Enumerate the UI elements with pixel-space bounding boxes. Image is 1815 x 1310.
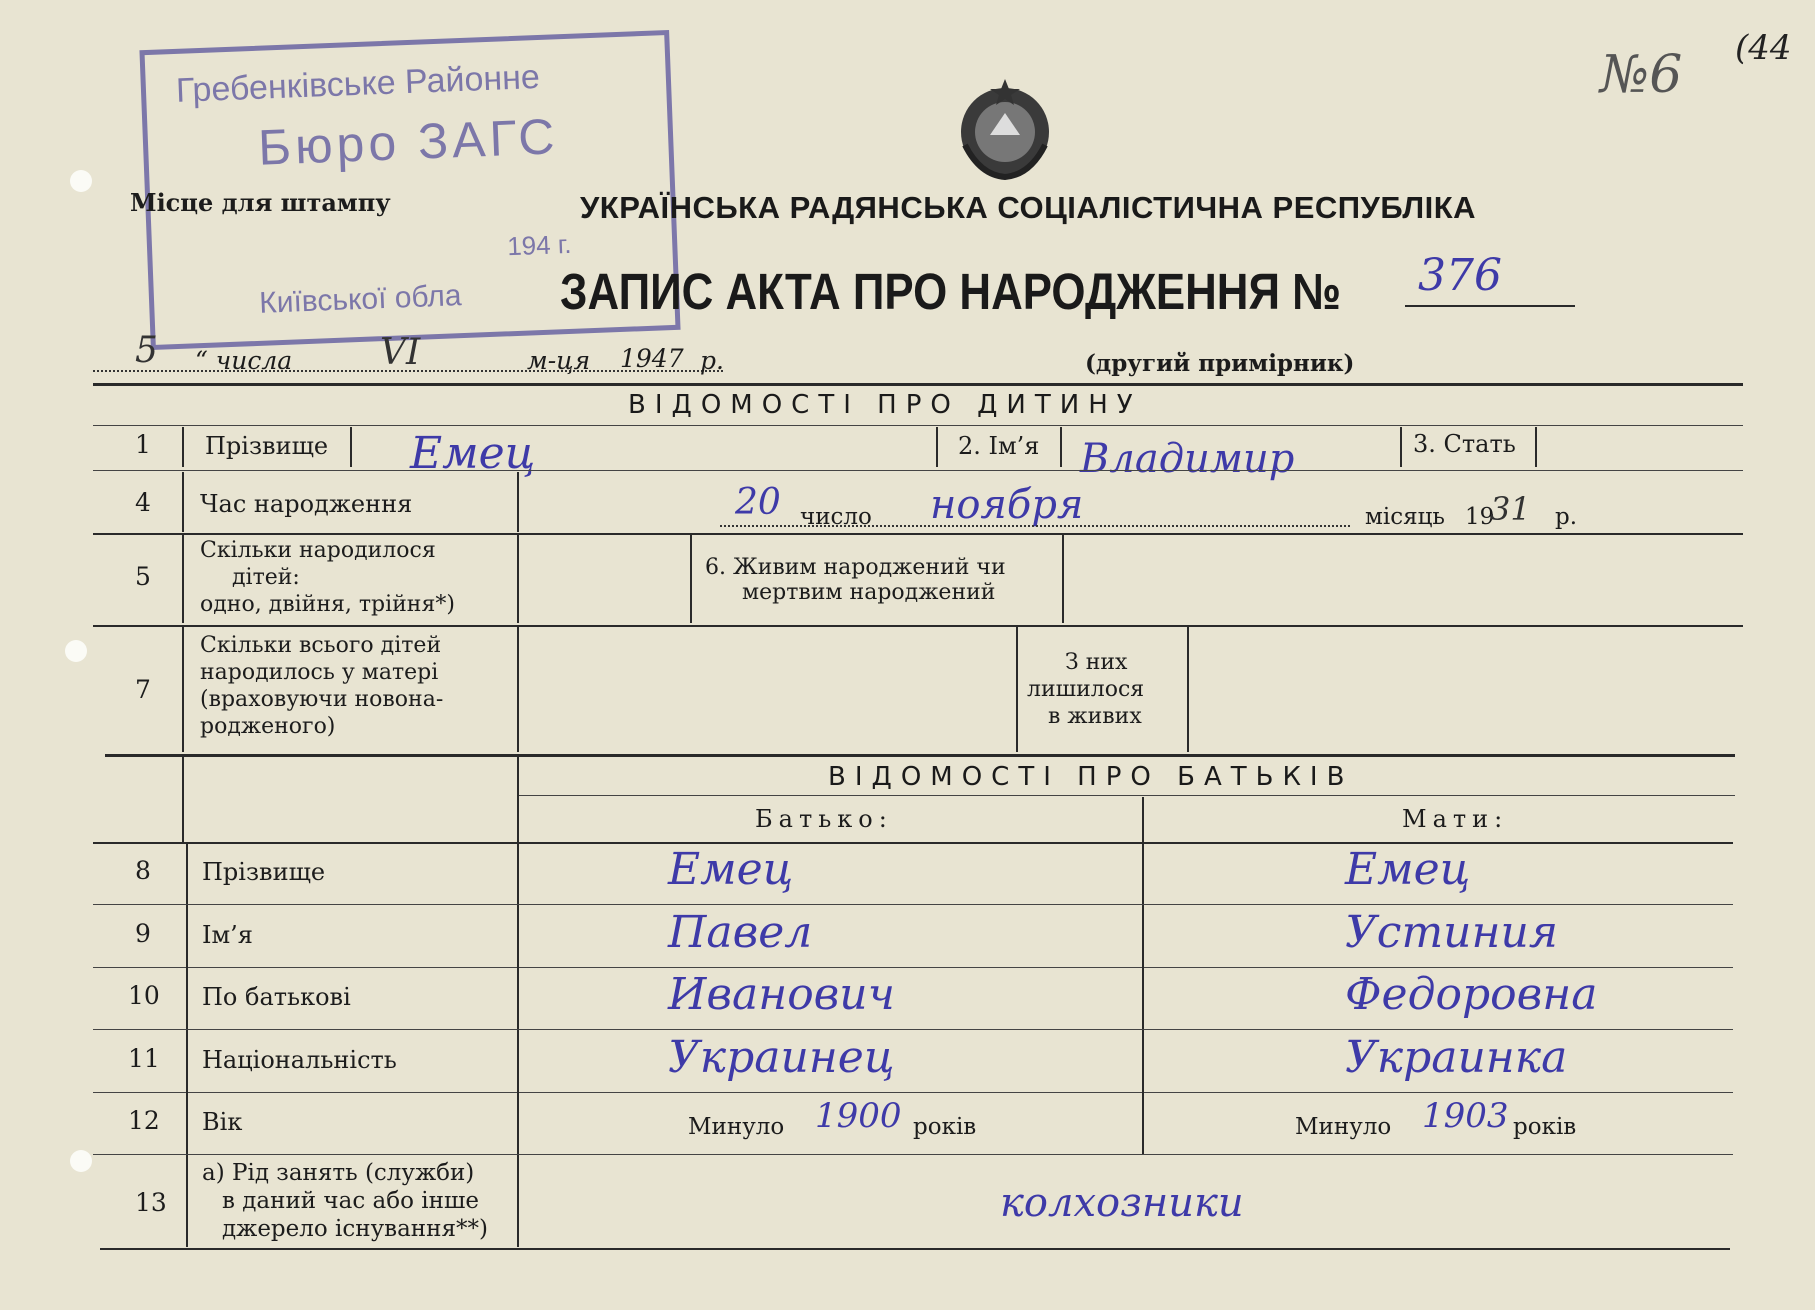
row-line: [93, 967, 1733, 968]
date-month: VI: [380, 332, 421, 373]
act-number-underline: [1405, 305, 1575, 307]
occupation-label-2: в даний час або інше: [222, 1188, 479, 1214]
republic-title: УКРАЇНСЬКА РАДЯНСЬКА СОЦІАЛІСТИЧНА РЕСПУБЛІКА: [580, 190, 1477, 225]
mother-header: Мати:: [1402, 805, 1509, 833]
cell-border: [186, 1092, 188, 1154]
birth-year-suffix: р.: [1555, 504, 1578, 530]
date-day: 5: [135, 330, 158, 371]
surviving-label-1: З них: [1065, 650, 1128, 675]
cell-border: [186, 905, 188, 967]
bottom-line: [100, 1248, 1730, 1250]
row-number: 13: [135, 1188, 167, 1217]
cell-border: [690, 535, 692, 623]
cell-border: [1535, 427, 1537, 467]
cell-border: [182, 472, 184, 532]
stamp-line-2: Бюро ЗАГС: [257, 108, 560, 176]
birth-day-label: число: [800, 504, 872, 530]
row-number: 4: [135, 488, 151, 517]
row-line: [93, 470, 1743, 471]
cell-border: [517, 535, 519, 623]
row-line: [93, 1092, 1733, 1093]
row-line: [517, 795, 1735, 796]
row-number: 11: [128, 1044, 160, 1073]
act-number: 376: [1418, 250, 1502, 301]
cell-border: [350, 427, 352, 467]
parent-field-label: Прізвище: [202, 858, 326, 886]
cell-border: [1187, 627, 1189, 752]
cell-border: [186, 1030, 188, 1092]
cell-border: [186, 1155, 188, 1247]
row-line: [93, 1154, 1733, 1155]
parent-field-label: По батькові: [202, 983, 351, 1011]
children-born-label-1: Скільки народилося: [200, 538, 436, 563]
children-born-label-3: одно, двійня, трійня*): [200, 592, 455, 617]
surviving-label-3: в живих: [1048, 704, 1142, 729]
archive-number: №6: [1600, 45, 1683, 105]
father-value: Емец: [668, 844, 794, 895]
father-age-value: 1900: [815, 1096, 902, 1136]
row-line: [93, 904, 1733, 905]
punch-hole: [70, 1150, 92, 1172]
cell-border: [1062, 535, 1064, 623]
birth-date-line: [720, 525, 1350, 527]
mother-age-prefix: Минуло: [1295, 1114, 1392, 1140]
father-age-prefix: Минуло: [688, 1114, 785, 1140]
birth-day-value: 20: [735, 482, 781, 523]
row-number: 5: [135, 562, 151, 591]
section-top-line: [93, 383, 1743, 386]
birth-year-prefix: 19: [1465, 504, 1495, 530]
father-value: Павел: [668, 907, 813, 958]
row-number: 8: [135, 856, 151, 885]
row-number: 1: [135, 430, 151, 459]
cell-border: [936, 427, 938, 467]
mother-value: Устиния: [1345, 907, 1558, 958]
punch-hole: [70, 170, 92, 192]
row-number: 9: [135, 919, 151, 948]
father-age-suffix: років: [913, 1114, 977, 1140]
occupation-label-1: а) Рід занять (служби): [202, 1160, 475, 1186]
stamp-line-4: Київської обла: [258, 279, 463, 320]
cell-border: [1142, 842, 1144, 904]
parent-field-label: Ім’я: [202, 921, 253, 949]
cell-border: [182, 627, 184, 752]
cell-border: [517, 1155, 519, 1247]
cell-border: [182, 427, 184, 467]
father-value: Украинец: [668, 1032, 895, 1083]
live-birth-label-2: мертвим народжений: [742, 580, 996, 605]
cell-border: [1142, 967, 1144, 1029]
row-line: [93, 625, 1743, 627]
date-year-suffix: р.: [700, 346, 724, 375]
mother-value: Украинка: [1345, 1032, 1568, 1083]
row-line: [105, 754, 1735, 757]
occupation-value: колхозники: [1000, 1180, 1244, 1226]
parent-field-label: Вік: [202, 1108, 243, 1136]
live-birth-label-1: 6. Живим народжений чи: [705, 555, 1006, 580]
cell-border: [1142, 905, 1144, 967]
punch-hole: [65, 640, 87, 662]
mother-age-value: 1903: [1422, 1096, 1509, 1136]
total-children-label-3: (враховуючи новона-: [200, 687, 444, 712]
child-name-label: 2. Ім’я: [958, 432, 1040, 460]
cell-border: [517, 756, 519, 842]
cell-border: [517, 472, 519, 532]
total-children-label-2: народилось у матері: [200, 660, 439, 685]
cell-border: [1142, 1092, 1144, 1154]
row-line: [93, 1029, 1733, 1030]
copy-note: (другий примірник): [1085, 350, 1355, 377]
total-children-label-4: родженого): [200, 714, 336, 739]
cell-border: [517, 1030, 519, 1092]
row-line: [93, 425, 1743, 426]
cell-border: [517, 1092, 519, 1154]
child-section-title: ВІДОМОСТІ ПРО ДИТИНУ: [628, 390, 1142, 420]
row-number: 10: [128, 981, 160, 1010]
cell-border: [517, 905, 519, 967]
cell-border: [1016, 627, 1018, 752]
parent-field-label: Національність: [202, 1046, 397, 1074]
mother-value: Емец: [1345, 844, 1471, 895]
mother-value: Федоровна: [1345, 969, 1598, 1020]
mother-age-suffix: років: [1513, 1114, 1577, 1140]
cell-border: [182, 756, 184, 842]
act-title: ЗАПИС АКТА ПРО НАРОДЖЕННЯ №: [560, 263, 1342, 320]
child-surname-label: Прізвище: [205, 432, 329, 460]
cell-border: [1142, 1030, 1144, 1092]
stamp-line-1: Гребенківське Районне: [175, 57, 541, 110]
cell-border: [1060, 427, 1062, 467]
state-emblem-icon: [950, 75, 1060, 185]
parents-section-title: ВІДОМОСТІ ПРО БАТЬКІВ: [828, 762, 1354, 792]
date-month-label: м-ця: [527, 346, 591, 375]
row-line: [93, 533, 1743, 535]
cell-border: [517, 967, 519, 1029]
cell-border: [186, 842, 188, 904]
father-header: Батько:: [755, 805, 893, 833]
surviving-label-2: лишилося: [1027, 677, 1145, 702]
occupation-label-3: джерело існування**): [222, 1216, 488, 1242]
children-born-label-2: дітей:: [232, 565, 300, 590]
row-number: 7: [135, 675, 151, 704]
birth-month-label: місяць: [1365, 504, 1445, 530]
father-value: Иванович: [668, 969, 896, 1020]
sheet-number: (44: [1735, 28, 1792, 68]
total-children-label-1: Скільки всього дітей: [200, 633, 442, 658]
row-number: 12: [128, 1106, 160, 1135]
cell-border: [1142, 797, 1144, 842]
date-year: 1947: [620, 344, 684, 373]
birth-month-value: ноября: [930, 482, 1084, 528]
cell-border: [186, 967, 188, 1029]
cell-border: [1400, 427, 1402, 467]
stamp-line-3: 194 г.: [506, 228, 572, 262]
date-day-label: “ числа: [195, 346, 293, 375]
child-sex-label: 3. Стать: [1413, 430, 1516, 458]
birth-year-digits: 31: [1490, 490, 1531, 528]
cell-border: [517, 842, 519, 904]
child-surname-value: Емец: [410, 428, 536, 479]
birth-time-label: Час народження: [200, 490, 413, 518]
cell-border: [517, 627, 519, 752]
row-line: [93, 842, 1733, 844]
cell-border: [182, 535, 184, 623]
child-name-value: Владимир: [1080, 436, 1295, 482]
stamp-place-label: Місце для штампу: [130, 188, 391, 217]
